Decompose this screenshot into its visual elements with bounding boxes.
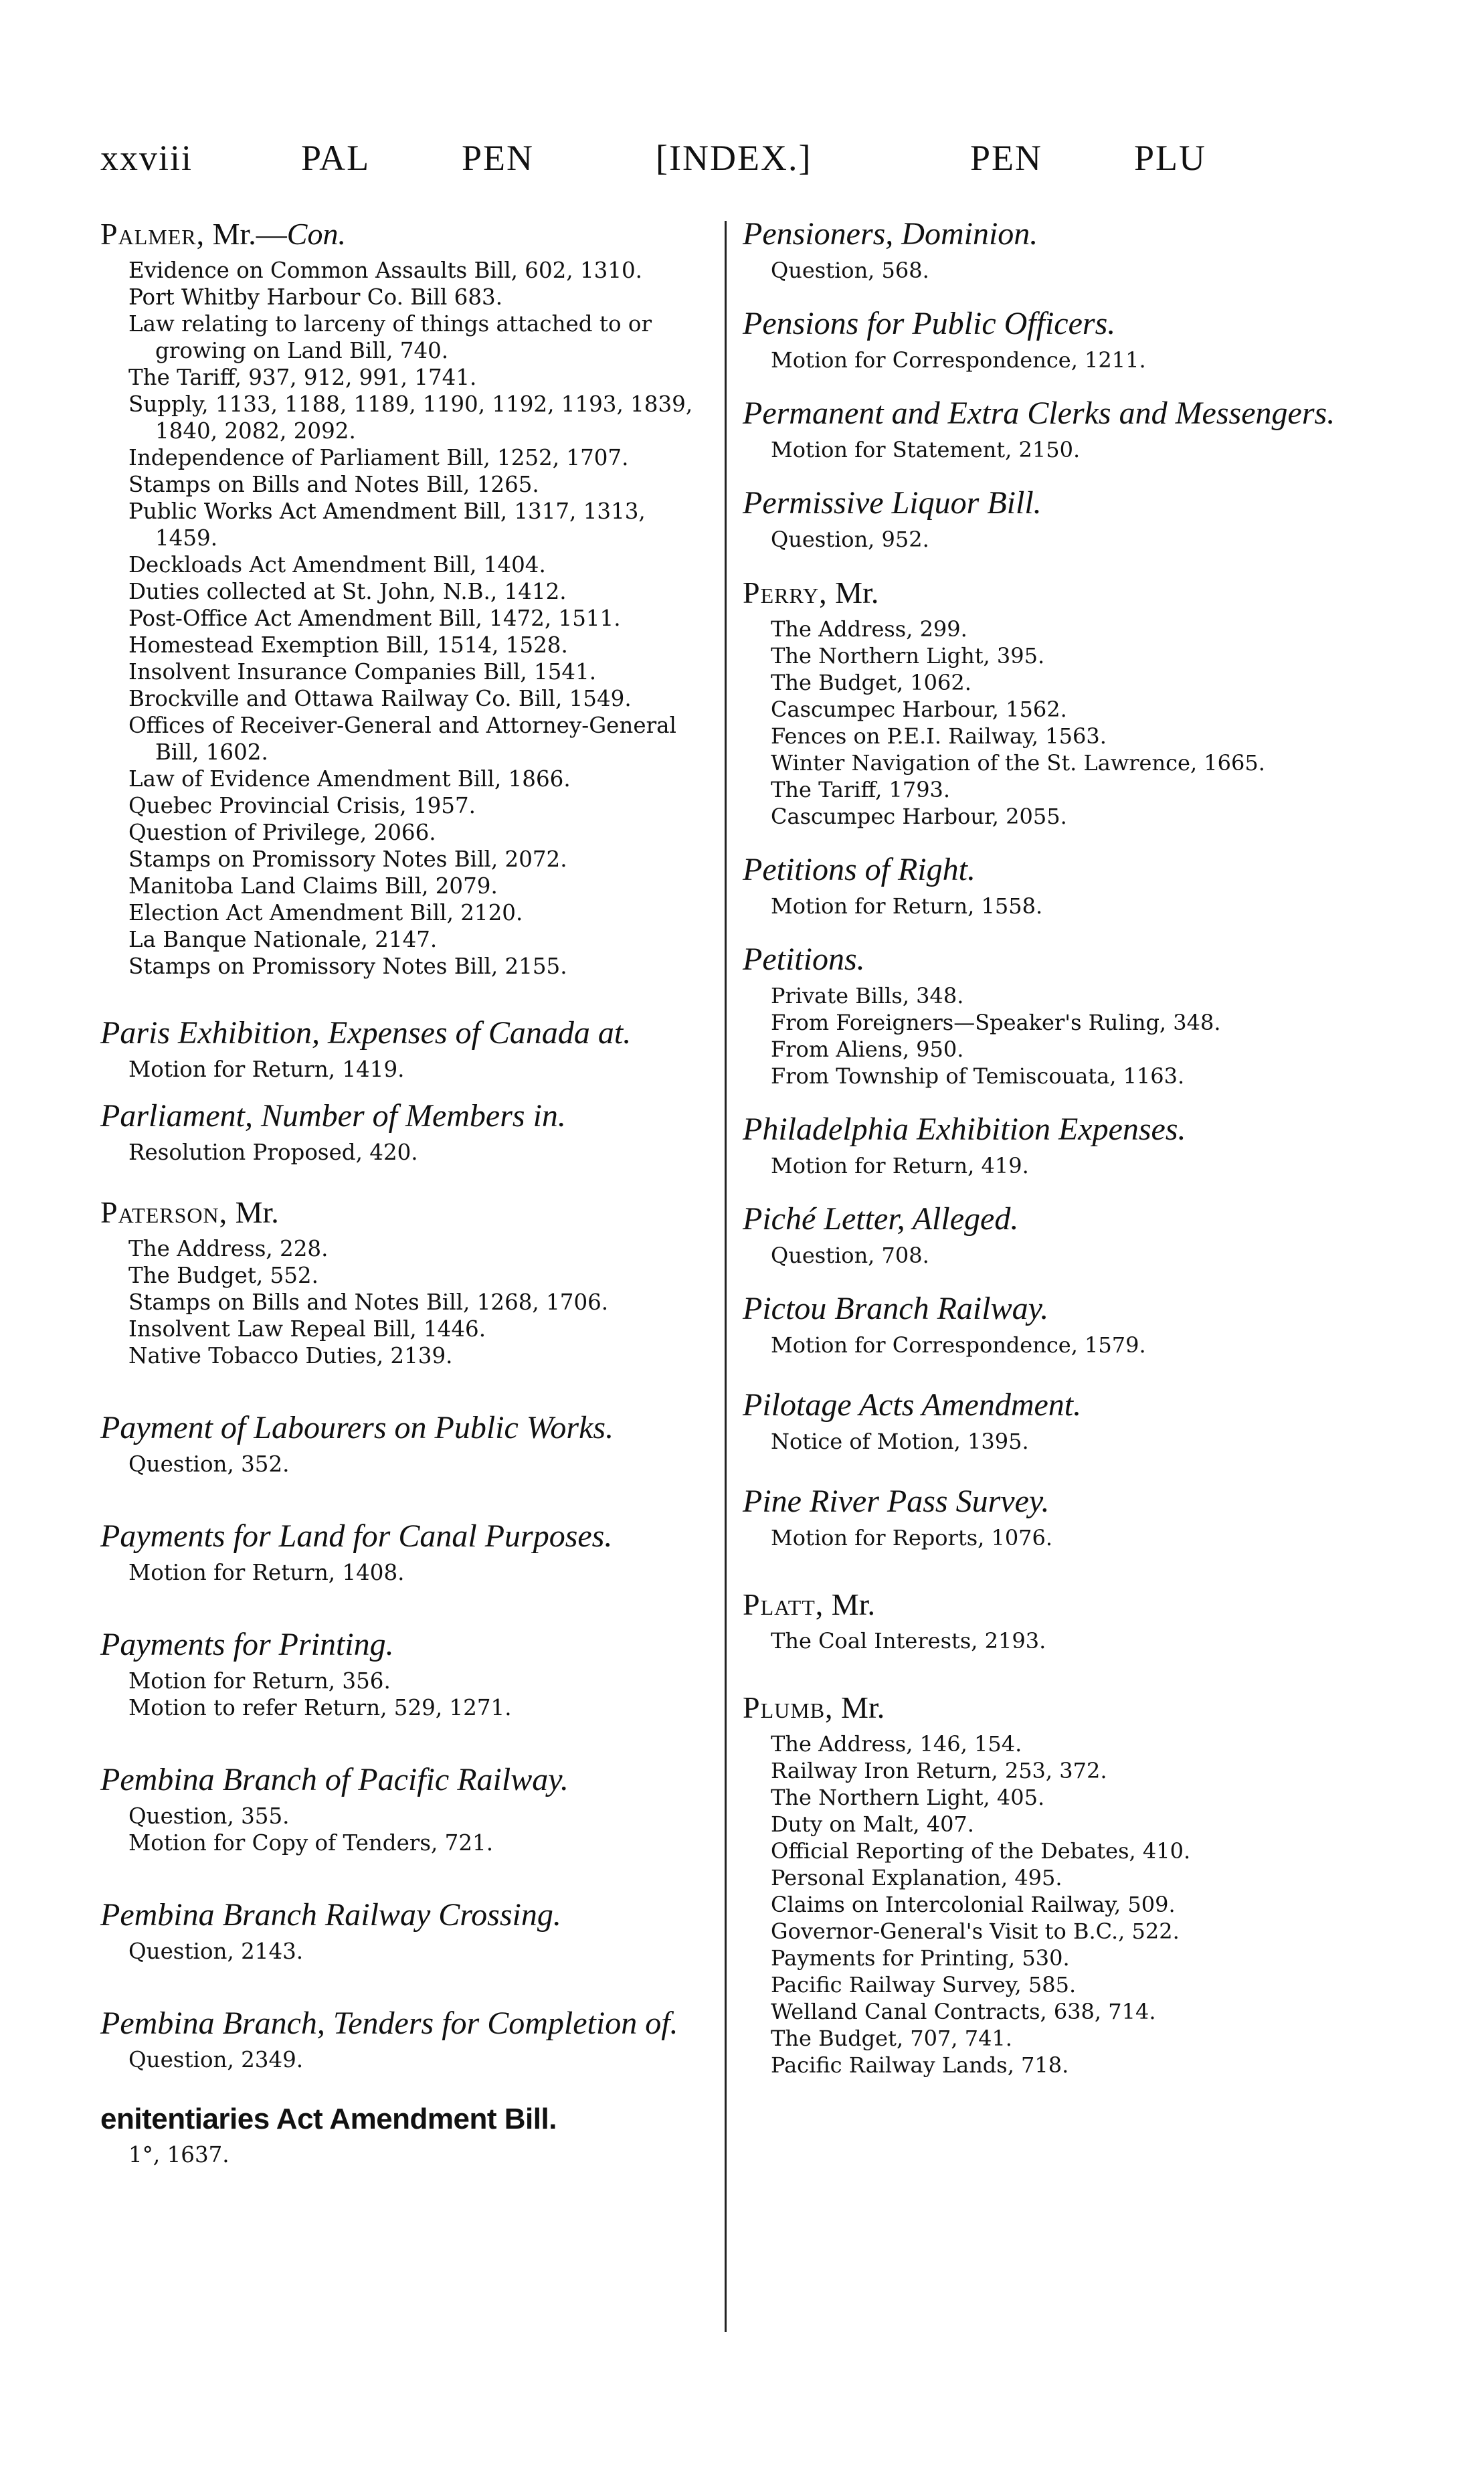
page-number: xxviii (100, 138, 193, 178)
index-section (100, 1895, 709, 1965)
index-entry: Personal Explanation, 495. (771, 1865, 1062, 1890)
entry-list (100, 1803, 709, 1856)
index-entry: Motion for Correspondence, 1211. (771, 347, 1146, 373)
member-title: Mr. (827, 575, 879, 610)
index-section (100, 1192, 709, 1369)
member-surname: Palmer, (100, 217, 205, 251)
entry-list (743, 893, 1412, 919)
index-section (743, 573, 1412, 830)
entry-list (743, 257, 1412, 284)
subject-heading: Permissive Liquor Bill. (743, 485, 1042, 521)
index-entry: From Foreigners—Speaker's Ruling, 348. (771, 1010, 1221, 1035)
index-section (743, 1385, 1412, 1455)
index-entry: Question, 708. (771, 1243, 929, 1268)
entry-list (743, 526, 1412, 553)
index-entry: Cascumpec Harbour, 2055. (771, 804, 1067, 829)
index-entry: Stamps on Bills and Notes Bill, 1268, 1706. (128, 1290, 609, 1315)
index-entry: Brockville and Ottawa Railway Co. Bill, 1549. (128, 686, 632, 711)
index-entry: La Banque Nationale, 2147. (128, 927, 438, 952)
continued-marker: Con. (286, 217, 346, 251)
index-entry: Question of Privilege, 2066. (128, 820, 436, 845)
entry-list (100, 1938, 709, 1965)
header-section-title: [INDEX.] (656, 138, 812, 178)
index-entry: Motion to refer Return, 529, 1271. (128, 1695, 512, 1720)
subject-heading: enitentiaries Act Amendment Bill. (100, 2103, 557, 2135)
index-entry: Quebec Provincial Crisis, 1957. (128, 793, 476, 818)
column-divider (725, 221, 727, 2332)
index-entry: Motion for Reports, 1076. (771, 1525, 1053, 1550)
subject-heading: Pensioners, Dominion. (743, 216, 1038, 252)
entry-list (100, 1559, 709, 1586)
entry-list (100, 2046, 709, 2073)
index-section (100, 1760, 709, 1856)
subject-heading: Permanent and Extra Clerks and Messengers. (743, 395, 1335, 431)
left-column (100, 214, 709, 2168)
member-surname: Platt, (743, 1587, 824, 1621)
entry-list (100, 2141, 709, 2168)
entry-list (743, 1524, 1412, 1551)
index-entry: Notice of Motion, 1395. (771, 1429, 1029, 1454)
index-entry: Payments for Printing, 530. (771, 1945, 1070, 1971)
subject-heading: Pembina Branch of Pacific Railway. (100, 1762, 569, 1797)
index-section (743, 1688, 1412, 2078)
index-entry: Stamps on Promissory Notes Bill, 2072. (128, 847, 567, 872)
index-entry: Post-Office Act Amendment Bill, 1472, 1511. (128, 606, 621, 631)
index-entry: Motion for Return, 1419. (128, 1057, 405, 1082)
entry-list (743, 347, 1412, 373)
member-surname: Perry, (743, 575, 828, 610)
index-section (100, 1013, 709, 1083)
subject-heading: Pembina Branch, Tenders for Completion of. (100, 2006, 678, 2041)
index-section (100, 214, 709, 980)
member-surname: Plumb, (743, 1690, 834, 1724)
index-section (100, 2004, 709, 2073)
index-section (743, 393, 1412, 463)
index-entry: Fences on P.E.I. Railway, 1563. (771, 723, 1107, 749)
entry-list (100, 1139, 709, 1166)
index-entry: Duties collected at St. John, N.B., 1412. (128, 579, 567, 604)
entry-list (743, 1428, 1412, 1455)
subject-heading: Philadelphia Exhibition Expenses. (743, 1112, 1186, 1147)
subject-heading: Pine River Pass Survey. (743, 1484, 1050, 1519)
index-entry: Stamps on Bills and Notes Bill, 1265. (128, 472, 539, 497)
member-surname: Paterson, (100, 1195, 228, 1229)
index-section (743, 483, 1412, 553)
index-entry: The Northern Light, 395. (771, 643, 1045, 669)
index-entry: Motion for Return, 1558. (771, 893, 1043, 919)
member-title: Mr. (227, 1195, 279, 1229)
member-name-heading (100, 1192, 709, 1233)
index-entry: Deckloads Act Amendment Bill, 1404. (128, 552, 546, 577)
header-range-right-to: PLU (1134, 138, 1207, 178)
header-range-left-from: PAL (301, 138, 371, 178)
index-entry: Homestead Exemption Bill, 1514, 1528. (128, 632, 568, 658)
index-entry: Motion for Copy of Tenders, 721. (128, 1830, 494, 1856)
index-section (743, 1109, 1412, 1179)
entry-list (743, 616, 1412, 830)
index-section (743, 940, 1412, 1089)
index-entry: From Township of Temiscouata, 1163. (771, 1063, 1185, 1089)
header-range-right-from: PEN (970, 138, 1043, 178)
index-entry: The Northern Light, 405. (771, 1785, 1045, 1810)
member-name-heading (743, 573, 1412, 613)
subject-heading: Paris Exhibition, Expenses of Canada at. (100, 1015, 632, 1051)
index-entry: The Address, 228. (128, 1236, 329, 1261)
member-name-heading (100, 214, 709, 254)
index-section (743, 304, 1412, 373)
running-header (100, 137, 1372, 191)
index-entry: Resolution Proposed, 420. (128, 1140, 418, 1165)
entry-list (743, 1242, 1412, 1269)
index-entry: Official Reporting of the Debates, 410. (771, 1838, 1191, 1864)
index-entry: Question, 568. (771, 258, 929, 283)
index-section (100, 2100, 709, 2168)
index-entry: Pacific Railway Lands, 718. (771, 2052, 1069, 2078)
index-entry: Independence of Parliament Bill, 1252, 1707. (128, 445, 629, 470)
index-entry: Insolvent Insurance Companies Bill, 1541. (128, 659, 597, 685)
index-entry: Public Works Act Amendment Bill, 1317, 1313, 1459. (128, 499, 646, 551)
subject-heading: Payments for Land for Canal Purposes. (100, 1518, 613, 1554)
subject-heading: Payment of Labourers on Public Works. (100, 1410, 614, 1445)
index-entry: Motion for Correspondence, 1579. (771, 1332, 1146, 1358)
index-entry: The Budget, 552. (128, 1263, 318, 1288)
member-title: Mr. (824, 1587, 875, 1621)
index-entry: Winter Navigation of the St. Lawrence, 1665. (771, 750, 1265, 776)
index-section (743, 214, 1412, 284)
subject-heading: Petitions. (743, 942, 865, 977)
subject-heading: Pembina Branch Railway Crossing. (100, 1897, 561, 1933)
index-section (743, 1289, 1412, 1358)
index-entry: From Aliens, 950. (771, 1037, 964, 1062)
entry-list (743, 436, 1412, 463)
index-entry: Cascumpec Harbour, 1562. (771, 697, 1067, 722)
index-entry: Offices of Receiver-General and Attorney-General Bill, 1602. (128, 713, 676, 765)
index-section (100, 1096, 709, 1166)
index-entry: The Tariff, 1793. (771, 777, 951, 802)
index-entry: Question, 355. (128, 1803, 290, 1829)
index-section (743, 1482, 1412, 1551)
entry-list (100, 1056, 709, 1083)
entry-list (100, 1451, 709, 1478)
index-entry: Question, 2143. (128, 1939, 304, 1964)
header-range-left-to: PEN (462, 138, 535, 178)
index-entry: Election Act Amendment Bill, 2120. (128, 900, 523, 925)
subject-heading: Pilotage Acts Amendment. (743, 1387, 1082, 1423)
index-entry: Insolvent Law Repeal Bill, 1446. (128, 1316, 486, 1342)
index-entry: The Address, 146, 154. (771, 1731, 1022, 1757)
entry-list (743, 1152, 1412, 1179)
member-name-heading (743, 1585, 1412, 1625)
index-entry: Evidence on Common Assaults Bill, 602, 1310. (128, 258, 643, 283)
index-entry: Motion for Return, 356. (128, 1668, 391, 1694)
entry-list (100, 1668, 709, 1721)
index-entry: Question, 952. (771, 527, 929, 552)
entry-list (743, 1332, 1412, 1358)
member-name-heading (743, 1688, 1412, 1728)
index-entry: Motion for Return, 1408. (128, 1560, 405, 1585)
entry-list (743, 982, 1412, 1089)
index-entry: Supply, 1133, 1188, 1189, 1190, 1192, 1193, 1839, 1840, 2082, 2092. (128, 391, 693, 444)
right-column (743, 214, 1412, 2078)
index-entry: Question, 352. (128, 1451, 290, 1477)
member-title: Mr.— (205, 217, 287, 251)
index-entry: The Coal Interests, 2193. (771, 1628, 1046, 1654)
index-entry: Motion for Return, 419. (771, 1153, 1029, 1178)
index-entry: Question, 2349. (128, 2047, 304, 2072)
index-entry: Railway Iron Return, 253, 372. (771, 1758, 1107, 1783)
subject-heading: Piché Letter, Alleged. (743, 1201, 1019, 1237)
subject-heading: Pictou Branch Railway. (743, 1291, 1049, 1326)
index-entry: Law relating to larceny of things attached to or growing on Land Bill, 740. (128, 311, 652, 363)
index-entry: Welland Canal Contracts, 638, 714. (771, 1999, 1156, 2024)
index-entry: Native Tobacco Duties, 2139. (128, 1343, 453, 1368)
index-entry: Manitoba Land Claims Bill, 2079. (128, 873, 498, 899)
index-section (100, 1516, 709, 1586)
subject-heading: Petitions of Right. (743, 852, 976, 887)
subject-heading: Parliament, Number of Members in. (100, 1098, 566, 1134)
index-entry: Port Whitby Harbour Co. Bill 683. (128, 284, 503, 310)
index-entry: Claims on Intercolonial Railway, 509. (771, 1892, 1176, 1917)
subject-heading: Payments for Printing. (100, 1627, 394, 1662)
entry-list (100, 1235, 709, 1369)
index-entry: Duty on Malt, 407. (771, 1811, 974, 1837)
index-entry: The Budget, 1062. (771, 670, 971, 695)
index-entry: The Budget, 707, 741. (771, 2026, 1012, 2051)
index-section (100, 1625, 709, 1721)
index-section (100, 1408, 709, 1478)
index-section (743, 850, 1412, 919)
index-section (743, 1585, 1412, 1654)
entry-list (743, 1730, 1412, 2078)
index-entry: 1°, 1637. (128, 2142, 229, 2167)
subject-heading: Pensions for Public Officers. (743, 306, 1116, 341)
member-title: Mr. (833, 1690, 885, 1724)
entry-list (100, 257, 709, 980)
index-entry: Law of Evidence Amendment Bill, 1866. (128, 766, 571, 792)
index-entry: The Address, 299. (771, 616, 967, 642)
index-section (743, 1199, 1412, 1269)
index-entry: Motion for Statement, 2150. (771, 437, 1081, 462)
index-entry: Private Bills, 348. (771, 983, 964, 1008)
entry-list (743, 1627, 1412, 1654)
index-entry: Stamps on Promissory Notes Bill, 2155. (128, 954, 567, 979)
index-entry: Governor-General's Visit to B.C., 522. (771, 1919, 1180, 1944)
index-entry: The Tariff, 937, 912, 991, 1741. (128, 365, 477, 390)
index-entry: Pacific Railway Survey, 585. (771, 1972, 1077, 1997)
